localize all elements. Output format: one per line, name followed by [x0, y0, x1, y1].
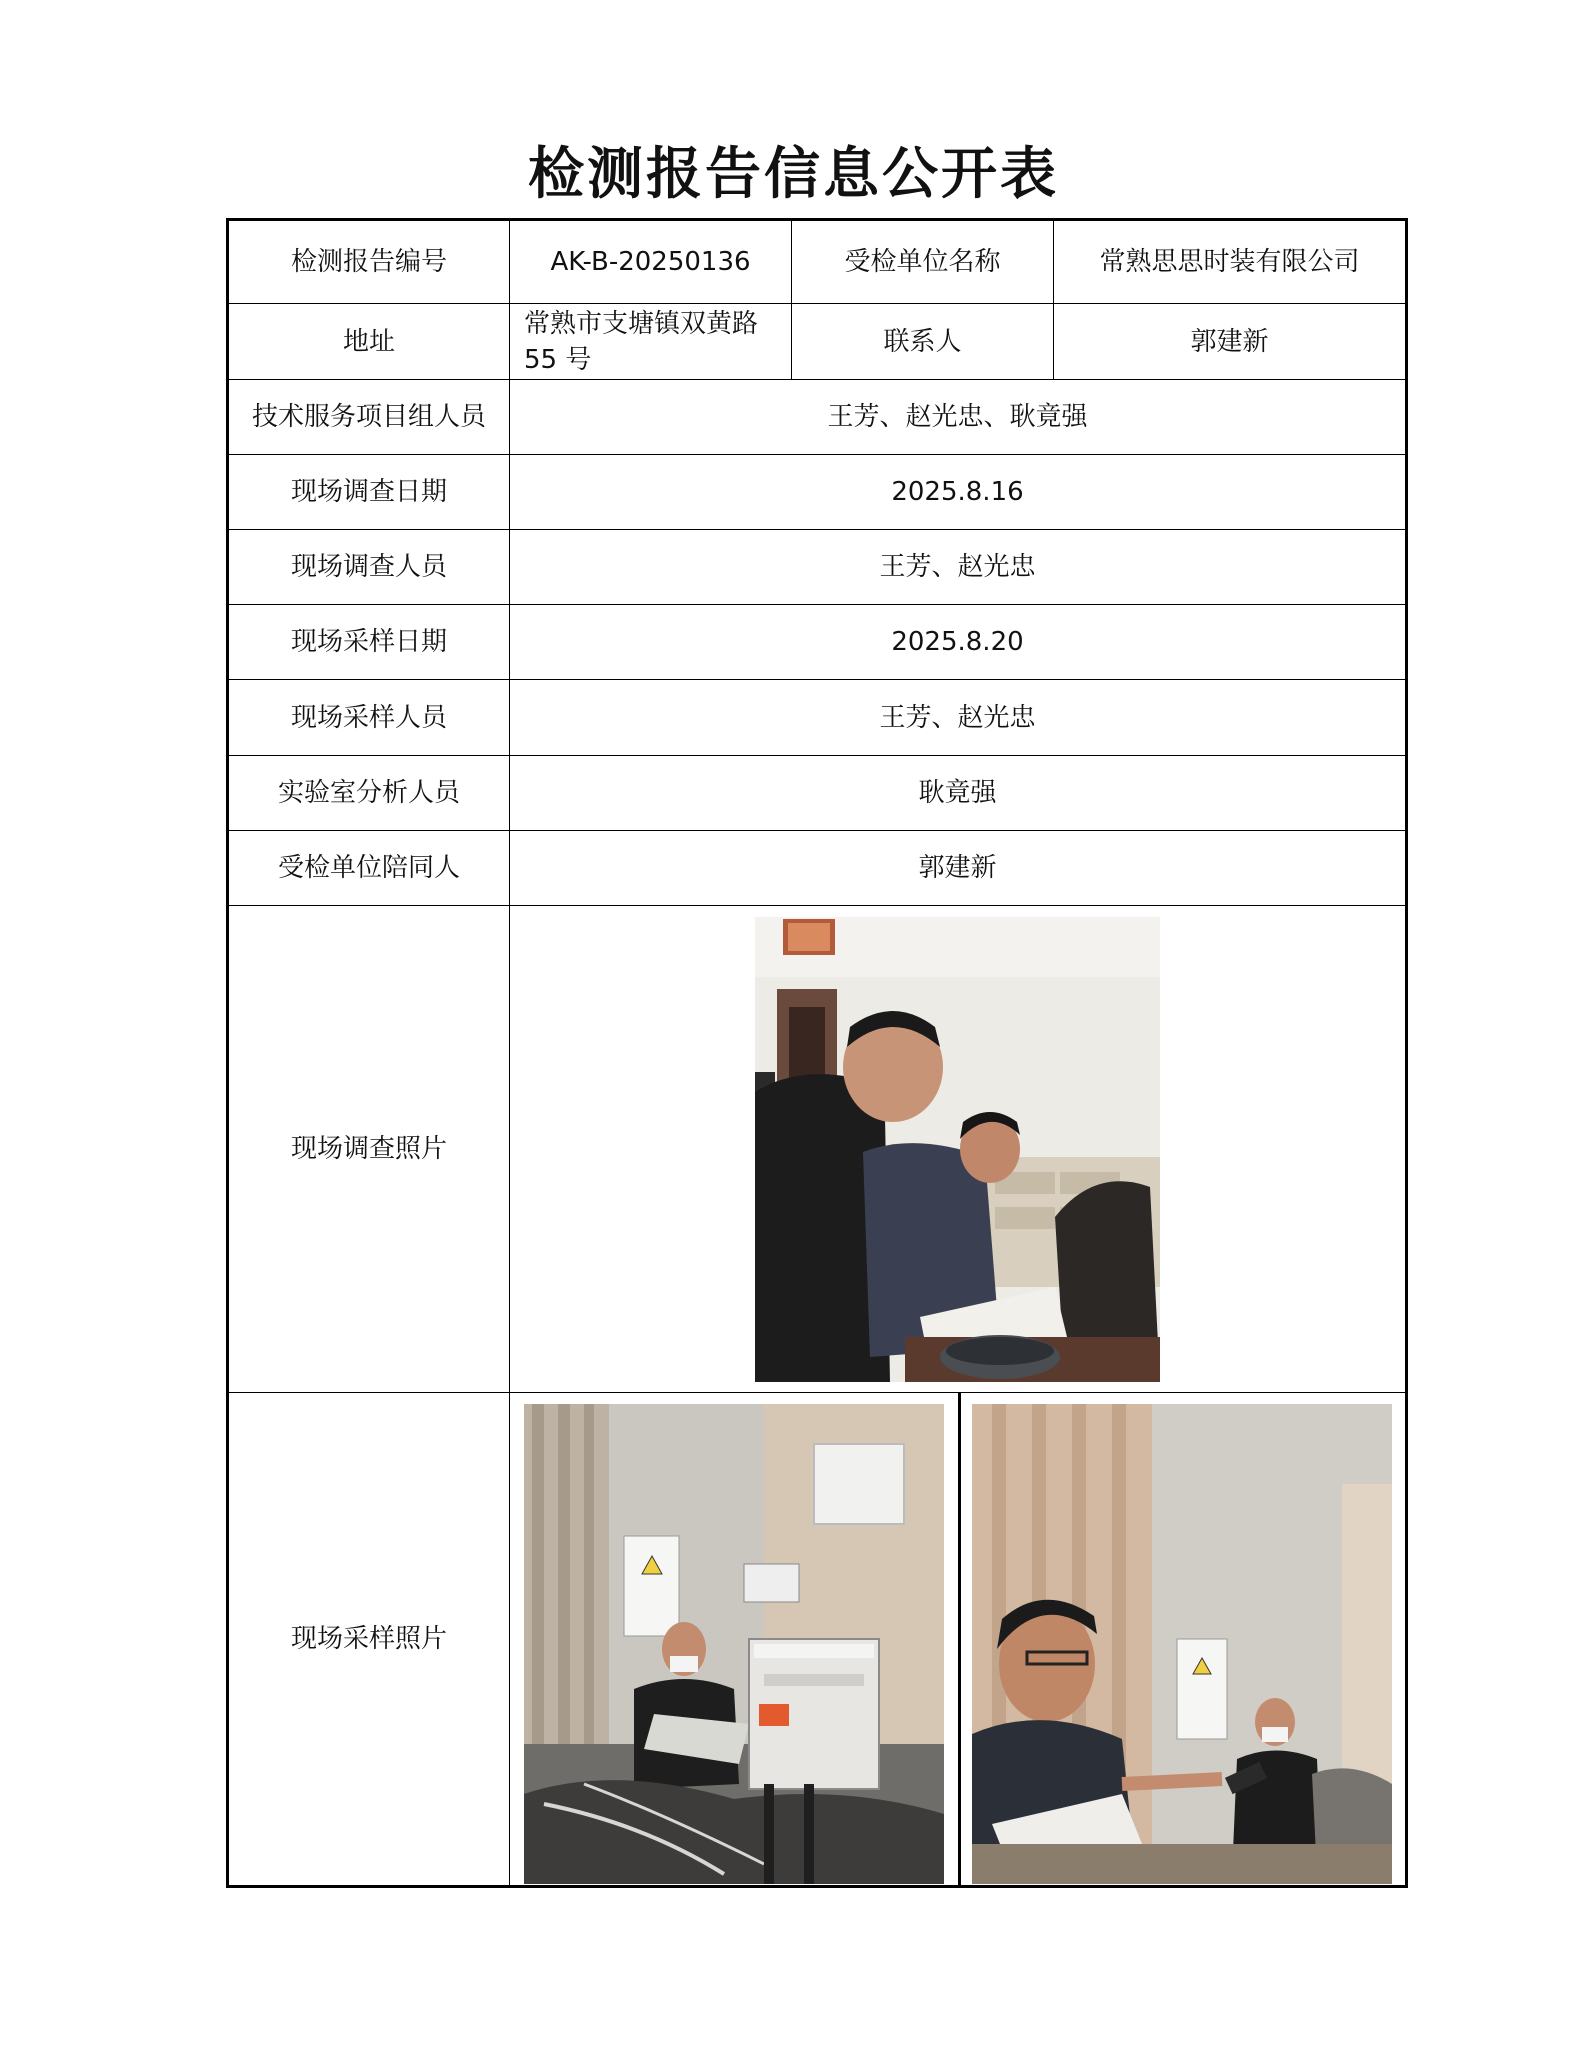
row-address [228, 304, 1407, 380]
contact-value: 郭建新 [1054, 304, 1407, 380]
contact-label: 联系人 [792, 304, 1054, 380]
report-info-table [226, 218, 1408, 1888]
sampling-staff-value: 王芳、赵光忠 [510, 680, 1407, 755]
team-value: 王芳、赵光忠、耿竟强 [510, 380, 1407, 455]
survey-date-label: 现场调查日期 [228, 455, 510, 530]
escort-value: 郭建新 [510, 830, 1407, 905]
row-lab-staff [228, 755, 1407, 830]
sampling-date-value: 2025.8.20 [510, 605, 1407, 680]
survey-staff-value: 王芳、赵光忠 [510, 530, 1407, 605]
lab-staff-label: 实验室分析人员 [228, 755, 510, 830]
survey-photo [755, 917, 1160, 1382]
sampling-date-label: 现场采样日期 [228, 605, 510, 680]
row-escort [228, 830, 1407, 905]
row-survey-date [228, 455, 1407, 530]
row-survey-staff [228, 530, 1407, 605]
sampling-photo-left [524, 1404, 944, 1884]
unit-name-value: 常熟思思时装有限公司 [1054, 220, 1407, 304]
row-sampling-date [228, 605, 1407, 680]
row-survey-photo [228, 905, 1407, 1393]
row-team [228, 380, 1407, 455]
sampling-staff-label: 现场采样人员 [228, 680, 510, 755]
row-sampling-photo [228, 1393, 1407, 1887]
survey-photo-label: 现场调查照片 [228, 905, 510, 1393]
sampling-photo-label: 现场采样照片 [228, 1393, 510, 1887]
survey-date-value: 2025.8.16 [510, 455, 1407, 530]
row-report-no [228, 220, 1407, 304]
unit-name-label: 受检单位名称 [792, 220, 1054, 304]
page-title: 检测报告信息公开表 [528, 141, 1059, 207]
address-value: 常熟市支塘镇双黄路 55 号 [510, 304, 792, 380]
report-no-label: 检测报告编号 [228, 220, 510, 304]
photo-divider [958, 1393, 961, 1885]
lab-staff-value: 耿竟强 [510, 755, 1407, 830]
team-label: 技术服务项目组人员 [228, 380, 510, 455]
sampling-photo-right [972, 1404, 1392, 1884]
row-sampling-staff [228, 680, 1407, 755]
survey-staff-label: 现场调查人员 [228, 530, 510, 605]
report-no-value: AK-B-20250136 [510, 220, 792, 304]
escort-label: 受检单位陪同人 [228, 830, 510, 905]
address-label: 地址 [228, 304, 510, 380]
